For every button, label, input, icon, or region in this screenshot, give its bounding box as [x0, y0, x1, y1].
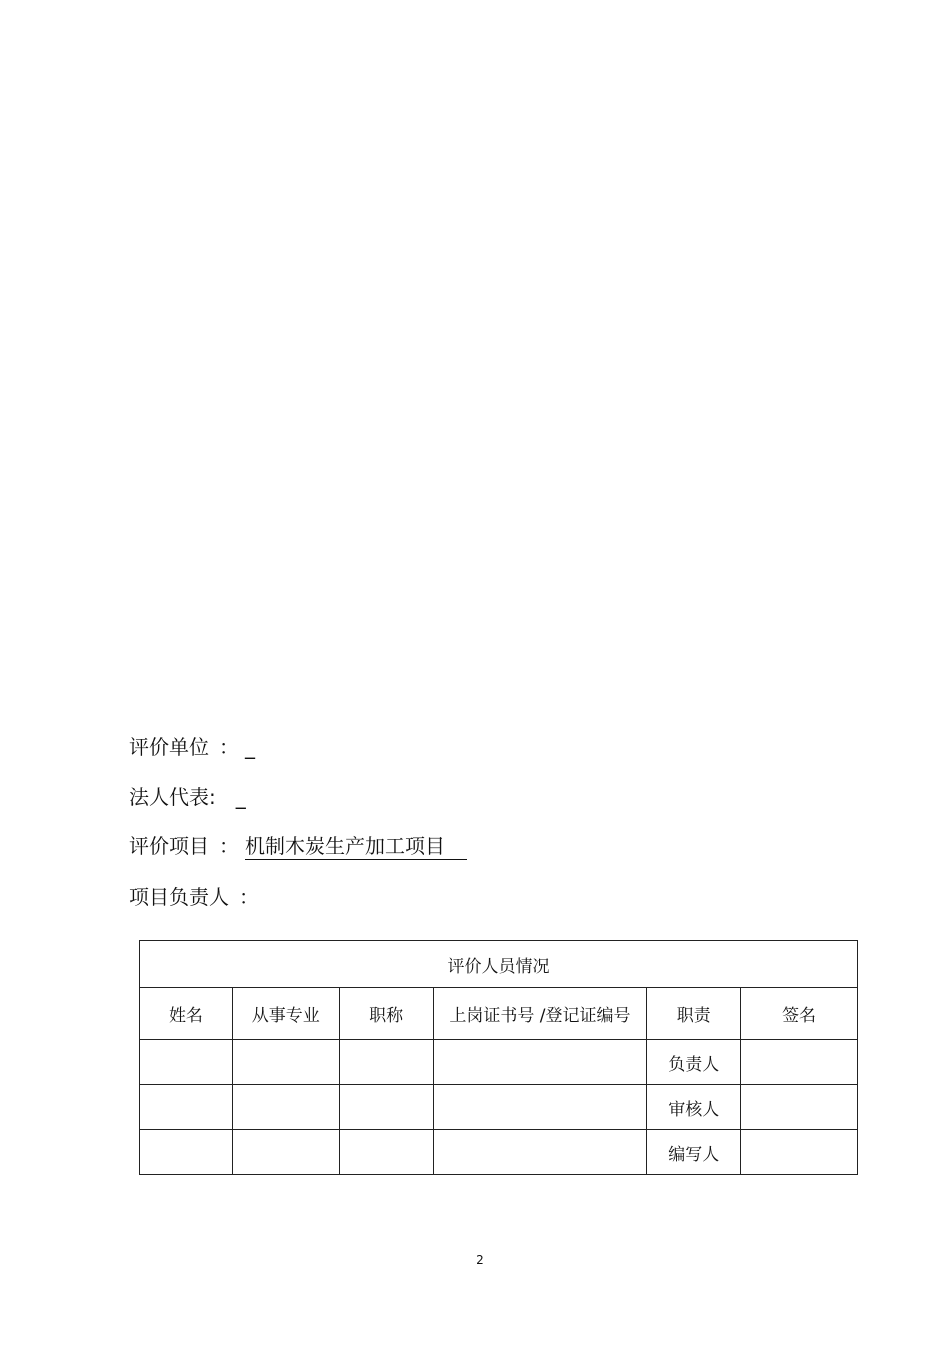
table-cell [232, 1130, 339, 1175]
table-row [140, 1130, 858, 1175]
evaluation-staff-table [139, 940, 858, 1175]
table-cell [741, 1085, 858, 1130]
table-row [140, 1085, 858, 1130]
field-label: 法人代表: [129, 785, 216, 809]
table-cell-duty: 负责人 [647, 1040, 741, 1085]
field-colon: ： [219, 834, 239, 858]
column-header-title: 职称 [339, 988, 433, 1040]
table-cell-duty: 审核人 [647, 1085, 741, 1130]
table-cell [339, 1085, 433, 1130]
field-project-leader [129, 884, 277, 910]
table-row [140, 1040, 858, 1085]
table-cell [339, 1040, 433, 1085]
table-cell [741, 1040, 858, 1085]
table-header-row [140, 988, 858, 1040]
table-cell-duty: 编写人 [647, 1130, 741, 1175]
table-cell [741, 1130, 858, 1175]
table-title-row [140, 941, 858, 988]
page-number: 2 [476, 1253, 484, 1267]
table-cell [433, 1085, 647, 1130]
column-header-duty: 职责 [647, 988, 741, 1040]
table-cell [140, 1130, 233, 1175]
column-header-signature: 签名 [741, 988, 858, 1040]
table-cell [433, 1130, 647, 1175]
field-value: _ [245, 735, 255, 759]
table-cell [339, 1130, 433, 1175]
field-evaluation-project [129, 833, 467, 860]
field-value: 机制木炭生产加工项目 [245, 833, 467, 860]
field-evaluation-unit [129, 734, 257, 760]
column-header-name: 姓名 [140, 988, 233, 1040]
column-header-profession: 从事专业 [232, 988, 339, 1040]
table-title: 评价人员情况 [140, 941, 858, 988]
field-label: 评价单位 [129, 735, 209, 759]
field-label: 评价项目 [129, 834, 209, 858]
field-value: _ [235, 785, 246, 809]
table-cell [140, 1040, 233, 1085]
field-colon: ： [239, 885, 259, 909]
table-cell [232, 1040, 339, 1085]
field-label: 项目负责人 [129, 885, 229, 909]
column-header-certificate-number: 上岗证书号 /登记证编号 [433, 988, 647, 1040]
field-colon: ： [219, 735, 239, 759]
field-legal-representative [129, 784, 248, 810]
table-cell [433, 1040, 647, 1085]
table-cell [140, 1085, 233, 1130]
table-cell [232, 1085, 339, 1130]
